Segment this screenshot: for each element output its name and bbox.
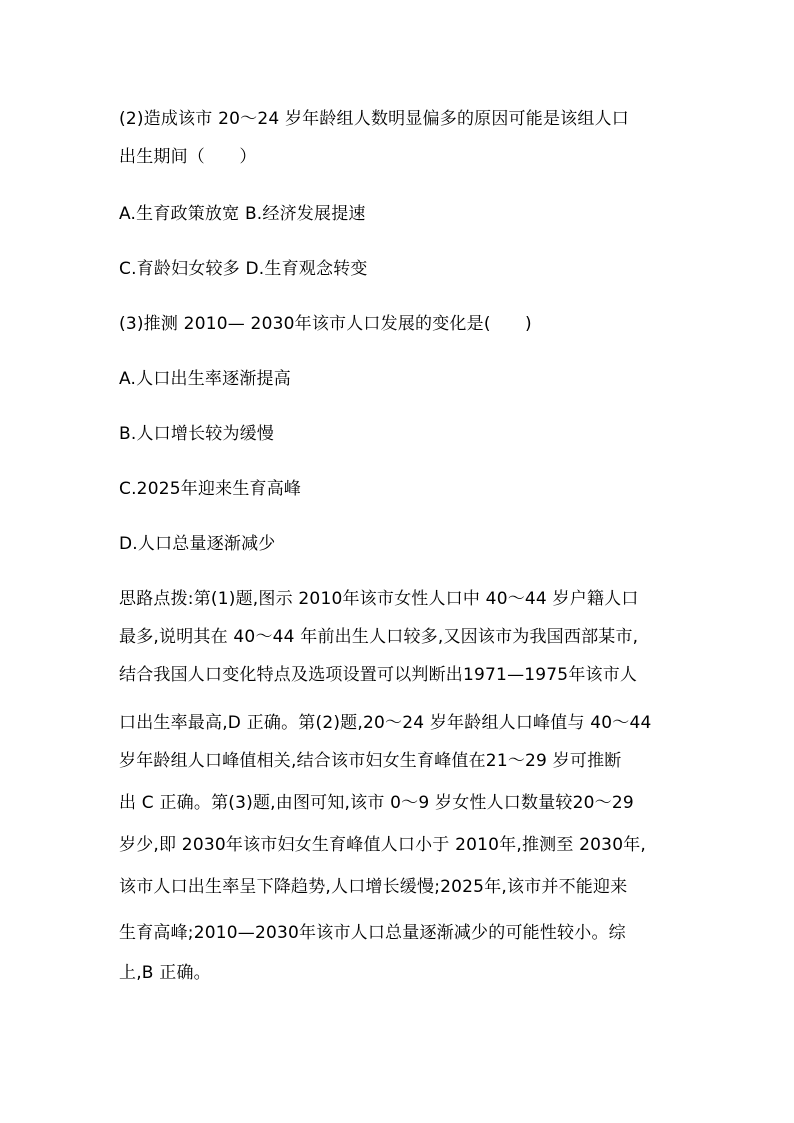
question3-option-d: D.人口总量逐渐减少: [119, 534, 276, 554]
question3-stem: (3)推测 2010— 2030年该市人口发展的变化是( ): [119, 314, 532, 334]
question3-option-b: B.人口增长较为缓慢: [119, 424, 275, 444]
analysis-line: 结合我国人口变化特点及选项设置可以判断出1971—1975年该市人: [119, 665, 638, 685]
analysis-line: 口出生率最高,D 正确。第(2)题,20～24 岁年龄组人口峰值与 40～44: [119, 713, 652, 733]
analysis-line: 上,B 正确。: [119, 963, 211, 983]
analysis-line: 生育高峰;2010—2030年该市人口总量逐渐减少的可能性较小。综: [119, 923, 626, 943]
analysis-line: 最多,说明其在 40～44 年前出生人口较多,又因该市为我国西部某市,: [119, 627, 639, 647]
analysis-line: 思路点拨:第(1)题,图示 2010年该市女性人口中 40～44 岁户籍人口: [119, 589, 639, 609]
question3-option-c: C.2025年迎来生育高峰: [119, 479, 302, 499]
analysis-line: 该市人口出生率呈下降趋势,人口增长缓慢;2025年,该市并不能迎来: [119, 877, 628, 897]
question2-stem-line2: 出生期间（ ）: [119, 147, 257, 167]
analysis-line: 出 C 正确。第(3)题,由图可知,该市 0～9 岁女性人口数量较20～29: [119, 793, 634, 813]
analysis-line: 岁少,即 2030年该市妇女生育峰值人口小于 2010年,推测至 2030年,: [119, 835, 647, 855]
question2-options-cd: C.育龄妇女较多 D.生育观念转变: [119, 259, 368, 279]
question2-options-ab: A.生育政策放宽 B.经济发展提速: [119, 204, 366, 224]
question2-stem-line1: (2)造成该市 20～24 岁年龄组人数明显偏多的原因可能是该组人口: [119, 109, 629, 129]
analysis-line: 岁年龄组人口峰值相关,结合该市妇女生育峰值在21～29 岁可推断: [119, 751, 622, 771]
question3-option-a: A.人口出生率逐渐提高: [119, 369, 291, 389]
